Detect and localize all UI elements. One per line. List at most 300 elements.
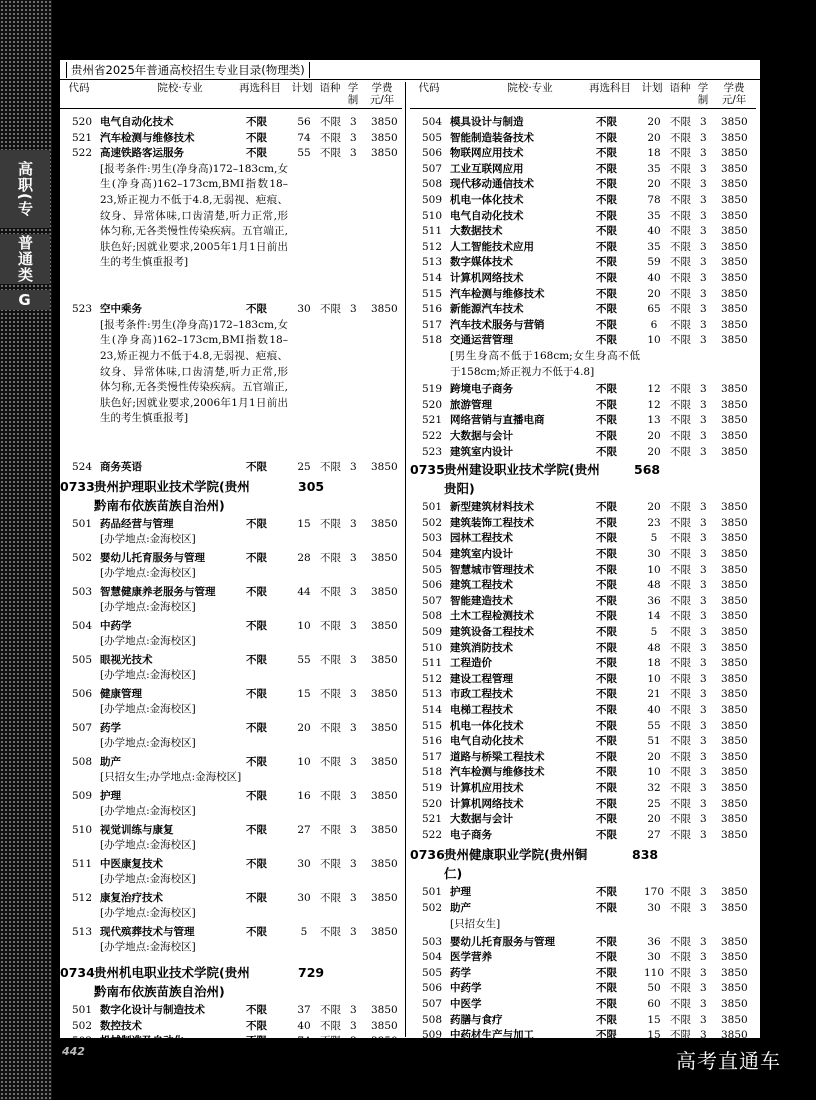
- major-code: 523: [72, 303, 93, 316]
- language: 不限: [670, 532, 691, 545]
- row-note: [办学地点:金海校区]: [100, 737, 196, 750]
- elective-subject: 不限: [596, 672, 617, 685]
- tuition-fee: 3850: [721, 782, 748, 794]
- table-row: [410, 609, 756, 624]
- plan-count: 59: [647, 256, 661, 269]
- table-row: [410, 750, 756, 765]
- elective-subject: 不限: [596, 782, 617, 794]
- tuition-fee: 3850: [371, 926, 398, 939]
- tuition-fee: 3850: [371, 1035, 398, 1048]
- col-fee-label-2: 元/年: [721, 94, 747, 106]
- study-years: 3: [700, 704, 707, 716]
- study-years: 3: [700, 383, 707, 396]
- major-code: 506: [72, 688, 93, 701]
- major-code: 515: [422, 287, 443, 300]
- school-plan-total: 305: [298, 479, 325, 495]
- elective-subject: 不限: [246, 654, 267, 667]
- language: 不限: [670, 704, 691, 716]
- tuition-fee: 3850: [721, 935, 748, 948]
- major-code: 504: [422, 116, 443, 128]
- major-code: 503: [72, 586, 93, 599]
- table-row: [410, 981, 756, 996]
- table-row: [410, 812, 756, 827]
- study-years: 3: [350, 303, 357, 316]
- major-name: 数控技术: [100, 1019, 142, 1032]
- language: 不限: [670, 735, 691, 748]
- table-row: [410, 429, 756, 444]
- plan-count: 10: [297, 756, 311, 769]
- plan-count: 40: [647, 272, 661, 284]
- table-row: [60, 1034, 406, 1049]
- major-code: 501: [422, 886, 443, 899]
- language: 不限: [670, 563, 691, 576]
- major-code: 515: [422, 719, 443, 732]
- tuition-fee: 3850: [721, 194, 748, 206]
- table-row: [410, 177, 756, 192]
- tuition-fee: 3850: [721, 902, 748, 914]
- study-years: 3: [700, 886, 707, 899]
- plan-count: 20: [647, 116, 661, 128]
- major-name: 汽车检测与维修技术: [450, 766, 545, 779]
- language: 不限: [670, 383, 691, 396]
- plan-count: 10: [647, 563, 661, 576]
- plan-count: 20: [647, 750, 661, 763]
- plan-count: 28: [297, 552, 311, 565]
- major-name: 建筑设备工程技术: [450, 626, 534, 638]
- study-years: 3: [700, 445, 707, 458]
- school-name: 贵州护理职业技术学院(贵州: [94, 479, 250, 495]
- major-name: 大数据技术: [450, 225, 503, 238]
- table-row: [410, 781, 756, 796]
- school-location: 黔南布依族苗族自治州): [94, 498, 225, 514]
- language: 不限: [670, 766, 691, 779]
- table-row: [410, 146, 756, 161]
- table-row: [410, 687, 756, 702]
- study-years: 3: [350, 116, 357, 128]
- major-code: 506: [422, 147, 443, 160]
- tuition-fee: 3850: [721, 672, 748, 685]
- study-years: 3: [350, 461, 357, 474]
- study-years: 3: [700, 194, 707, 206]
- study-years: 3: [350, 858, 357, 871]
- major-code: 512: [422, 672, 443, 685]
- tuition-fee: 3850: [721, 225, 748, 238]
- left-header-rule: [60, 108, 402, 109]
- language: 不限: [670, 430, 691, 442]
- language: 不限: [320, 1035, 341, 1048]
- plan-count: 13: [647, 414, 661, 427]
- elective-subject: 不限: [596, 303, 617, 316]
- elective-subject: 不限: [596, 414, 617, 427]
- language: 不限: [320, 116, 341, 128]
- study-years: 3: [700, 935, 707, 948]
- table-row: [410, 966, 756, 981]
- study-years: 3: [350, 756, 357, 769]
- study-years: 3: [350, 722, 357, 735]
- major-code: 509: [422, 1029, 443, 1042]
- major-name: 汽车检测与维修技术: [450, 287, 545, 300]
- major-name: 计算机网络技术: [450, 797, 524, 810]
- major-name: 网络营销与直播电商: [450, 414, 545, 427]
- study-years: 3: [700, 272, 707, 284]
- major-name: 建筑室内设计: [450, 548, 513, 560]
- table-row: [410, 255, 756, 270]
- table-row: [410, 318, 756, 333]
- language: 不限: [320, 620, 341, 633]
- tuition-fee: 3850: [371, 620, 398, 633]
- table-row: [410, 997, 756, 1012]
- major-name: 药品经营与管理: [100, 518, 174, 531]
- major-name: 电气自动化技术: [450, 735, 524, 748]
- plan-count: 48: [647, 641, 661, 654]
- major-name: 建筑消防技术: [450, 641, 513, 654]
- elective-subject: 不限: [596, 272, 617, 284]
- school-location: 贵阳): [444, 481, 475, 497]
- major-name: 机电一体化技术: [450, 719, 524, 732]
- elective-subject: 不限: [596, 240, 617, 253]
- table-row: [410, 1013, 756, 1028]
- school-name: 贵州健康职业学院(贵州铜: [444, 847, 588, 863]
- plan-count: 30: [647, 951, 661, 964]
- row-note: [办学地点:金海校区]: [100, 635, 196, 648]
- table-row: [410, 115, 756, 130]
- tuition-fee: 3850: [721, 998, 748, 1010]
- study-years: 3: [700, 641, 707, 654]
- plan-count: 20: [647, 813, 661, 826]
- major-code: 508: [422, 1013, 443, 1026]
- major-code: 513: [72, 926, 93, 939]
- major-name: 助产: [450, 902, 471, 914]
- language: 不限: [670, 626, 691, 638]
- study-years: 3: [700, 430, 707, 442]
- plan-count: 44: [297, 586, 311, 599]
- language: 不限: [670, 966, 691, 979]
- major-code: 503: [422, 532, 443, 545]
- major-code: 521: [422, 813, 443, 826]
- table-row: [410, 734, 756, 749]
- major-name: 婴幼儿托育服务与管理: [450, 935, 555, 948]
- elective-subject: 不限: [596, 766, 617, 779]
- elective-subject: 不限: [246, 586, 267, 599]
- major-name: 中药材生产与加工: [450, 1029, 534, 1042]
- major-code: 508: [422, 178, 443, 191]
- study-years: 3: [700, 782, 707, 794]
- tuition-fee: 3850: [721, 1013, 748, 1026]
- elective-subject: 不限: [596, 287, 617, 300]
- table-row: [410, 547, 756, 562]
- plan-count: 15: [297, 688, 311, 701]
- major-code: 516: [422, 303, 443, 316]
- language: 不限: [670, 162, 691, 175]
- major-name: 康复治疗技术: [100, 892, 163, 905]
- table-row: [60, 517, 406, 532]
- language: 不限: [320, 824, 341, 837]
- elective-subject: 不限: [596, 797, 617, 810]
- plan-count: 74: [297, 131, 311, 144]
- language: 不限: [670, 902, 691, 914]
- elective-subject: 不限: [246, 518, 267, 531]
- language: 不限: [670, 287, 691, 300]
- tuition-fee: 3850: [371, 586, 398, 599]
- major-code: 518: [422, 766, 443, 779]
- language: 不限: [670, 318, 691, 331]
- major-name: 机械制造及自动化: [100, 1035, 184, 1048]
- language: 不限: [670, 1029, 691, 1042]
- tuition-fee: 3850: [721, 982, 748, 995]
- study-years: 3: [350, 586, 357, 599]
- major-name: 商务英语: [100, 461, 142, 474]
- major-name: 高速铁路客运服务: [100, 147, 184, 160]
- major-name: 数字化设计与制造技术: [100, 1004, 205, 1017]
- table-row: [60, 115, 406, 130]
- study-years: 3: [700, 688, 707, 701]
- major-name: 中药学: [100, 620, 132, 633]
- elective-subject: 不限: [596, 532, 617, 545]
- plan-count: 170: [644, 886, 665, 899]
- major-code: 512: [72, 892, 93, 905]
- plan-count: 110: [644, 966, 665, 979]
- tuition-fee: 3850: [721, 501, 748, 514]
- school-code: 0733: [60, 479, 95, 495]
- language: 不限: [670, 516, 691, 529]
- plan-count: 55: [647, 719, 661, 732]
- elective-subject: 不限: [596, 1013, 617, 1026]
- page-number: 442: [62, 1045, 85, 1058]
- row-note: [只招女生]: [450, 917, 501, 930]
- elective-subject: 不限: [596, 657, 617, 670]
- table-row: [410, 516, 756, 531]
- study-years: 3: [700, 303, 707, 316]
- elective-subject: 不限: [246, 461, 267, 474]
- tuition-fee: 3850: [371, 303, 398, 316]
- tuition-fee: 3850: [721, 532, 748, 545]
- study-years: 3: [700, 334, 707, 347]
- elective-subject: 不限: [596, 430, 617, 442]
- plan-count: 35: [647, 240, 661, 253]
- tuition-fee: 3850: [721, 797, 748, 810]
- tuition-fee: 3850: [721, 414, 748, 427]
- language: 不限: [670, 594, 691, 607]
- table-row: [60, 302, 406, 317]
- study-years: 3: [700, 398, 707, 411]
- school-heading: [60, 963, 406, 1001]
- language: 不限: [670, 657, 691, 670]
- major-name: 土木工程检测技术: [450, 610, 534, 623]
- major-code: 505: [422, 966, 443, 979]
- language: 不限: [670, 797, 691, 810]
- plan-count: 20: [647, 445, 661, 458]
- elective-subject: 不限: [596, 318, 617, 331]
- elective-subject: 不限: [596, 209, 617, 222]
- study-years: 3: [700, 998, 707, 1010]
- elective-subject: 不限: [596, 641, 617, 654]
- major-name: 眼视光技术: [100, 654, 153, 667]
- major-code: 519: [422, 782, 443, 794]
- tuition-fee: 3850: [371, 858, 398, 871]
- major-name: 现代殡葬技术与管理: [100, 926, 195, 939]
- elective-subject: 不限: [246, 131, 267, 144]
- study-years: 3: [700, 287, 707, 300]
- language: 不限: [670, 610, 691, 623]
- study-years: 3: [350, 654, 357, 667]
- language: 不限: [320, 1019, 341, 1032]
- elective-subject: 不限: [596, 445, 617, 458]
- col-system-label-2: 制: [697, 94, 709, 106]
- plan-count: 40: [647, 225, 661, 238]
- tuition-fee: 3850: [721, 579, 748, 592]
- elective-subject: 不限: [246, 303, 267, 316]
- major-name: 现代移动通信技术: [450, 178, 534, 191]
- plan-count: 60: [647, 998, 661, 1010]
- tuition-fee: 3850: [721, 162, 748, 175]
- row-note: [办学地点:金海校区]: [100, 941, 196, 954]
- language: 不限: [670, 194, 691, 206]
- plan-count: 30: [297, 303, 311, 316]
- table-row: [410, 131, 756, 146]
- tuition-fee: 3850: [721, 641, 748, 654]
- side-tab: [0, 150, 50, 310]
- tuition-fee: 3850: [371, 756, 398, 769]
- study-years: 3: [350, 790, 357, 803]
- side-tab-category: 普通类: [0, 234, 50, 284]
- plan-count: 51: [647, 735, 661, 748]
- col-system-label-2: 制: [347, 94, 359, 106]
- school-location: 黔南布依族苗族自治州): [94, 984, 225, 1000]
- major-code: 513: [422, 688, 443, 701]
- major-name: 物联网应用技术: [450, 147, 524, 160]
- col-plan-label: 计划: [291, 82, 313, 94]
- tuition-fee: 3850: [721, 626, 748, 638]
- major-code: 517: [422, 750, 443, 763]
- table-row: [60, 891, 406, 906]
- study-years: 3: [700, 750, 707, 763]
- study-years: 3: [350, 620, 357, 633]
- tuition-fee: 3850: [721, 116, 748, 128]
- study-years: 3: [700, 594, 707, 607]
- elective-subject: 不限: [596, 998, 617, 1010]
- major-code: 504: [422, 548, 443, 560]
- language: 不限: [670, 688, 691, 701]
- major-name: 计算机网络技术: [450, 272, 524, 284]
- study-years: 3: [350, 518, 357, 531]
- study-years: 3: [350, 552, 357, 565]
- row-note: [报考条件:男生(净身高)172–183cm,女生(净身高)162–173cm,BMI指数18–23,矫正视力不低于4.8,无弱视、疤痕、纹身、异常体味,口齿清楚,听力正常,形体匀称,无各类慢性传染疾病。五官端正,肤色好;因就业要求,2006年1月1日前出生的考生慎重报考]: [100, 318, 288, 425]
- major-name: 汽车技术服务与营销: [450, 318, 545, 331]
- study-years: 3: [700, 131, 707, 144]
- elective-subject: 不限: [596, 579, 617, 592]
- tuition-fee: 3850: [721, 303, 748, 316]
- plan-count: 12: [647, 398, 661, 411]
- row-note: [只招女生;办学地点:金海校区]: [100, 771, 242, 784]
- study-years: 3: [700, 225, 707, 238]
- language: 不限: [320, 756, 341, 769]
- study-years: 3: [700, 414, 707, 427]
- elective-subject: 不限: [596, 750, 617, 763]
- tuition-fee: 3850: [371, 1004, 398, 1017]
- tuition-fee: 3850: [721, 147, 748, 160]
- plan-count: 12: [647, 383, 661, 396]
- tuition-fee: 3850: [721, 209, 748, 222]
- language: 不限: [320, 131, 341, 144]
- plan-count: 55: [297, 147, 311, 160]
- major-code: 503: [422, 935, 443, 948]
- table-row: [60, 1003, 406, 1018]
- language: 不限: [670, 641, 691, 654]
- major-code: 501: [72, 518, 93, 531]
- language: 不限: [670, 998, 691, 1010]
- elective-subject: 不限: [596, 548, 617, 560]
- major-code: 507: [72, 722, 93, 735]
- plan-count: 10: [647, 672, 661, 685]
- language: 不限: [670, 131, 691, 144]
- major-name: 工程造价: [450, 657, 492, 670]
- side-tab-level: 高职(专: [0, 150, 50, 228]
- plan-count: 16: [297, 790, 311, 803]
- language: 不限: [320, 518, 341, 531]
- tuition-fee: 3850: [721, 548, 748, 560]
- study-years: 3: [700, 318, 707, 331]
- tuition-fee: 3850: [721, 131, 748, 144]
- table-row: [410, 719, 756, 734]
- tuition-fee: 3850: [721, 1029, 748, 1042]
- major-name: 中药学: [450, 982, 482, 995]
- language: 不限: [670, 116, 691, 128]
- row-note: [办学地点:金海校区]: [100, 601, 196, 614]
- study-years: 3: [350, 1035, 357, 1048]
- study-years: 3: [700, 240, 707, 253]
- brand-watermark: 高考直通车: [676, 1049, 781, 1073]
- elective-subject: 不限: [246, 620, 267, 633]
- study-years: 3: [350, 1019, 357, 1032]
- study-years: 3: [700, 828, 707, 841]
- table-row: [410, 656, 756, 671]
- major-name: 电气自动化技术: [450, 209, 524, 222]
- major-name: 智能建造技术: [450, 594, 513, 607]
- plan-count: 23: [647, 516, 661, 529]
- tuition-fee: 3850: [721, 813, 748, 826]
- language: 不限: [670, 548, 691, 560]
- language: 不限: [670, 414, 691, 427]
- language: 不限: [670, 951, 691, 964]
- major-name: 建筑装饰工程技术: [450, 516, 534, 529]
- tuition-fee: 3850: [371, 790, 398, 803]
- table-row: [60, 585, 406, 600]
- major-code: 502: [422, 516, 443, 529]
- language: 不限: [320, 858, 341, 871]
- elective-subject: 不限: [596, 334, 617, 347]
- table-row: [60, 925, 406, 940]
- elective-subject: 不限: [596, 688, 617, 701]
- plan-count: 78: [647, 194, 661, 206]
- language: 不限: [670, 750, 691, 763]
- major-name: 大数据与会计: [450, 813, 513, 826]
- study-years: 3: [700, 719, 707, 732]
- table-row: [410, 594, 756, 609]
- elective-subject: 不限: [596, 116, 617, 128]
- tuition-fee: 3850: [721, 563, 748, 576]
- major-code: 507: [422, 998, 443, 1010]
- elective-subject: 不限: [596, 383, 617, 396]
- table-row: [410, 563, 756, 578]
- elective-subject: 不限: [596, 594, 617, 607]
- table-row: [410, 901, 756, 916]
- school-heading: [60, 477, 406, 515]
- major-name: 药学: [450, 966, 471, 979]
- tuition-fee: 3850: [721, 287, 748, 300]
- study-years: 3: [700, 147, 707, 160]
- major-name: 智慧城市管理技术: [450, 563, 534, 576]
- tuition-fee: 3850: [721, 951, 748, 964]
